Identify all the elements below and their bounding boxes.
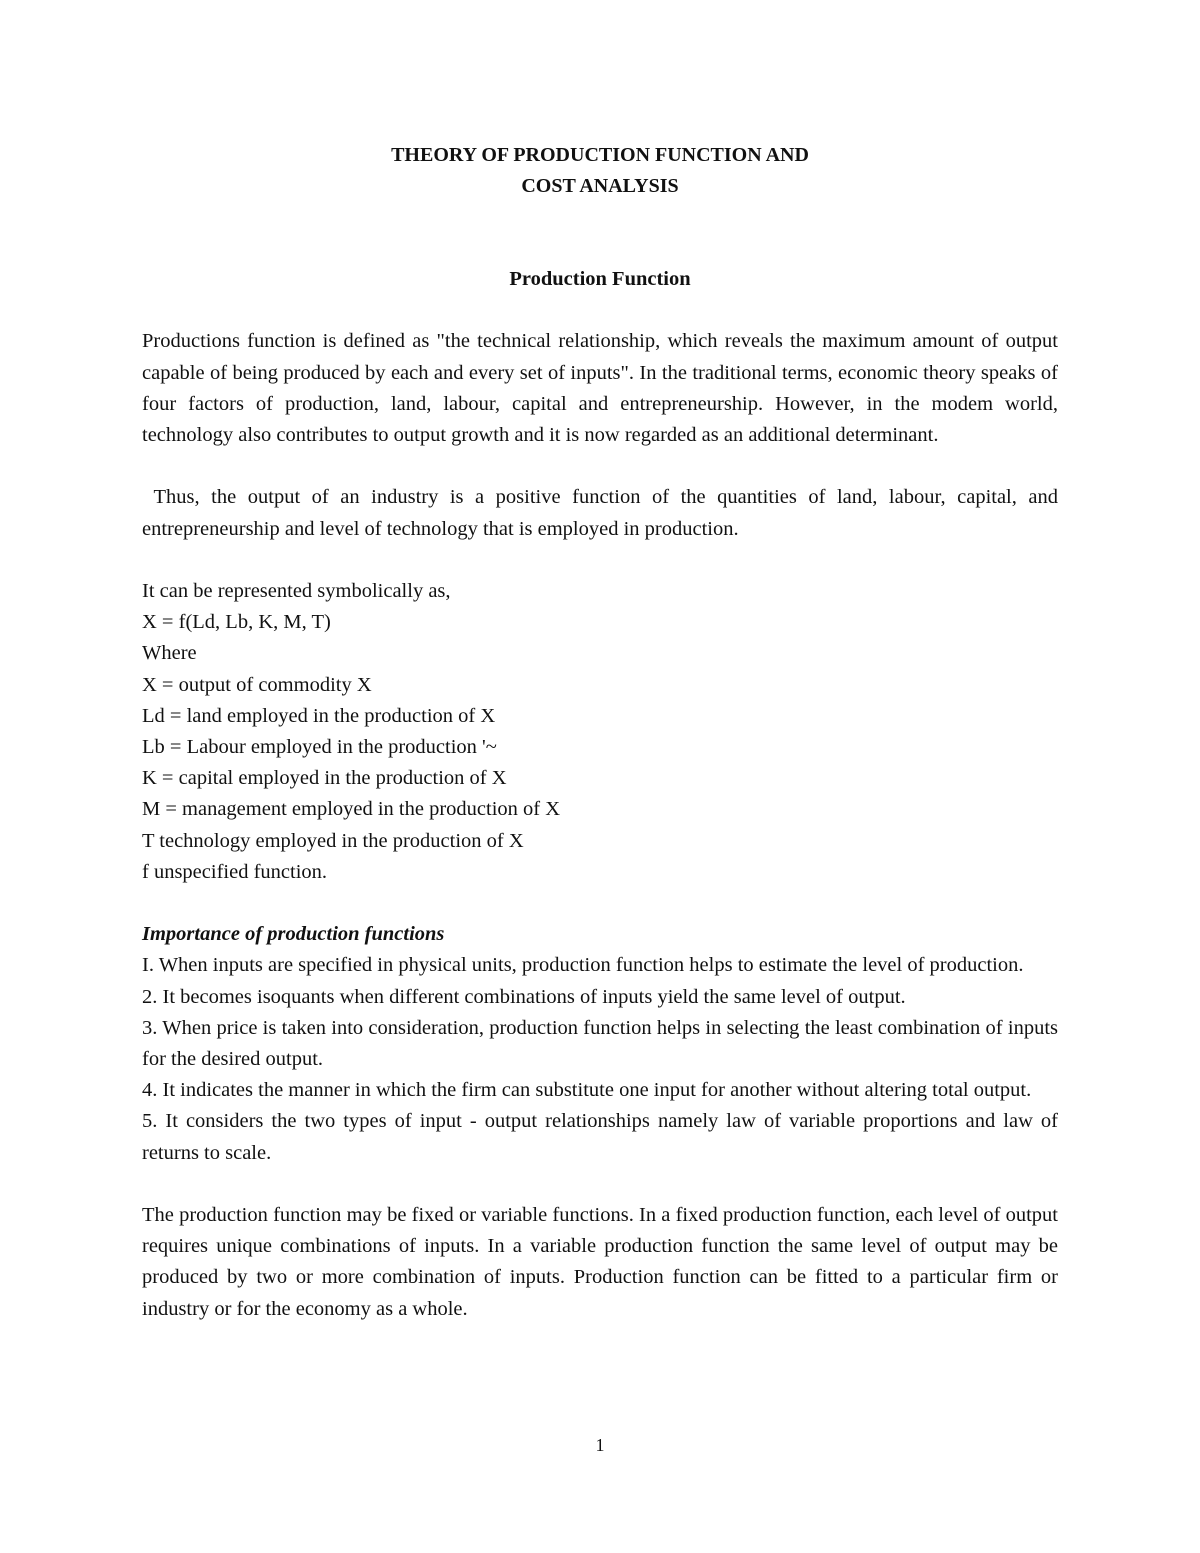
- symbolic-line: Lb = Labour employed in the production '~: [142, 736, 497, 758]
- section-heading: Production Function: [509, 268, 691, 290]
- symbolic-line: It can be represented symbolically as,: [142, 579, 451, 602]
- symbolic-line: f unspecified function.: [142, 860, 328, 883]
- importance-item: 4. It indicates the manner in which the firm can substitute one input for another without altering total output.: [142, 1079, 1032, 1102]
- symbolic-line: Where: [142, 642, 197, 665]
- symbolic-line: X = f(Ld, Lb, K, M, T): [142, 611, 331, 634]
- page-number: 1: [595, 1435, 605, 1455]
- paragraph-fixed-variable: The production function may be fixed or variable functions. In a fixed production function, each level of output requires unique combinations of inputs. In a variable production function the same level of output may be produced by two or more combination of inputs. Production function can be fitted to a particular firm or industry or for the economy as a whole.: [142, 1204, 1058, 1320]
- importance-item: 3. When price is taken into consideration, production function helps in selecting the least combination of inputs for the desired output.: [142, 1016, 1058, 1071]
- page-content: [142, 140, 1064, 1325]
- importance-item: 2. It becomes isoquants when different combinations of inputs yield the same level of output.: [142, 985, 906, 1008]
- title-line-1: THEORY OF PRODUCTION FUNCTION AND: [391, 144, 809, 166]
- symbolic-line: Ld = land employed in the production of X: [142, 704, 496, 727]
- importance-list: [142, 950, 1058, 1168]
- title-line-2: COST ANALYSIS: [521, 175, 679, 197]
- symbolic-line: X = output of commodity X: [142, 673, 372, 696]
- importance-item: I. When inputs are specified in physical units, production function helps to estimate the level of production.: [142, 954, 1024, 977]
- symbolic-line: M = management employed in the production of X: [142, 798, 561, 821]
- importance-heading: Importance of production functions: [142, 923, 445, 946]
- symbolic-line: T technology employed in the production of X: [142, 829, 524, 852]
- symbolic-line: K = capital employed in the production of X: [142, 767, 507, 790]
- paragraph-output-function: Thus, the output of an industry is a positive function of the quantities of land, labour, capital, and entrepreneurship and level of technology that is employed in production.: [142, 486, 1064, 540]
- paragraph-definition: Productions function is defined as "the technical relationship, which reveals the maximum amount of output capable of being produced by each and every set of inputs". In the traditional terms, economic theory speaks of four factors of production, land, labour, capital and entrepreneurship. However, in the modem world, technology also contributes to output growth and it is now regarded as an additional determinant.: [142, 330, 1058, 446]
- symbolic-representation: [142, 576, 1058, 888]
- importance-item: 5. It considers the two types of input - output relationships namely law of variable proportions and law of returns to scale.: [142, 1110, 1058, 1164]
